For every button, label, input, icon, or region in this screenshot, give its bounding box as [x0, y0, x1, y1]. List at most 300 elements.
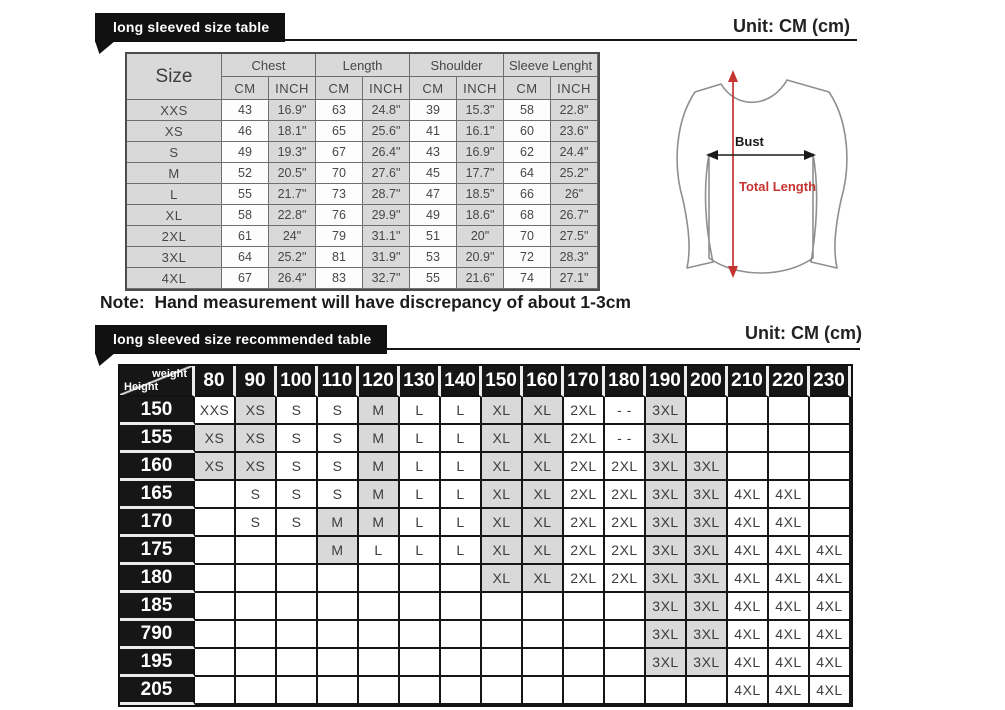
recommended-size-cell: XL [482, 397, 523, 425]
recommended-size-cell [687, 677, 728, 705]
weight-column-header: 210 [728, 366, 769, 397]
weight-column-header: 110 [318, 366, 359, 397]
recommended-size-cell [359, 649, 400, 677]
measurement-cell: 43 [222, 100, 269, 121]
recommended-size-cell: 4XL [810, 649, 851, 677]
unit-label-bottom: Unit: CM (cm) [745, 323, 862, 343]
recommended-size-cell: S [318, 397, 359, 425]
measurement-cell: 51 [410, 226, 457, 247]
measurement-cell: 18.1" [269, 121, 316, 142]
weight-column-header: 90 [236, 366, 277, 397]
recommended-size-cell [810, 425, 851, 453]
measurement-cell: 45 [410, 163, 457, 184]
recommended-size-cell: XS [195, 453, 236, 481]
tag-tail-icon [95, 41, 115, 54]
recommended-size-cell: 3XL [687, 481, 728, 509]
recommended-size-cell [195, 565, 236, 593]
size-table-tag-label: long sleeved size table [113, 19, 270, 35]
size-row [127, 268, 598, 289]
size-name-cell: 4XL [127, 268, 222, 289]
recommended-size-cell [277, 649, 318, 677]
measurement-cell: 52 [222, 163, 269, 184]
size-row [127, 142, 598, 163]
recommended-size-cell: XS [236, 453, 277, 481]
recommended-size-cell: XL [482, 425, 523, 453]
recommended-size-cell: S [277, 425, 318, 453]
size-name-cell: S [127, 142, 222, 163]
recommended-size-cell: L [359, 537, 400, 565]
recommended-size-cell: L [400, 453, 441, 481]
recommended-size-cell [523, 593, 564, 621]
recommended-size-cell: 4XL [728, 621, 769, 649]
size-name-cell: L [127, 184, 222, 205]
recommended-size-cell [564, 677, 605, 705]
size-name-cell: M [127, 163, 222, 184]
height-row [120, 425, 851, 453]
tag-tail-icon [95, 353, 115, 366]
recommended-size-cell: XL [482, 453, 523, 481]
height-row [120, 537, 851, 565]
recommended-size-cell: 2XL [605, 481, 646, 509]
size-row [127, 226, 598, 247]
recommended-size-cell [359, 593, 400, 621]
size-table-tag [95, 13, 285, 42]
recommended-size-cell [195, 509, 236, 537]
recommended-size-cell: 4XL [728, 509, 769, 537]
recommended-size-cell [728, 397, 769, 425]
recommended-size-cell: 4XL [810, 537, 851, 565]
measure-group-cell: Length [316, 54, 410, 77]
recommended-size-cell: 3XL [687, 453, 728, 481]
measurement-cell: 63 [316, 100, 363, 121]
measurement-cell: 15.3" [457, 100, 504, 121]
measurement-cell: 26" [551, 184, 598, 205]
recommended-size-cell: 4XL [769, 593, 810, 621]
recommended-size-cell: L [400, 481, 441, 509]
weight-corner-label: weight [152, 368, 187, 380]
measurement-cell: 21.6" [457, 268, 504, 289]
measurement-cell: 76 [316, 205, 363, 226]
measurement-cell: 27.5" [551, 226, 598, 247]
measurement-cell: 19.3" [269, 142, 316, 163]
size-row [127, 247, 598, 268]
unit-subheader-cell: INCH [457, 77, 504, 100]
recommended-size-cell: XL [523, 397, 564, 425]
recommended-size-cell [195, 593, 236, 621]
measurement-cell: 74 [504, 268, 551, 289]
recommended-size-cell [605, 621, 646, 649]
recommended-size-cell: XL [482, 537, 523, 565]
recommended-size-cell: 4XL [728, 565, 769, 593]
recommended-size-cell [482, 593, 523, 621]
recommended-size-cell [195, 537, 236, 565]
recommended-size-cell [523, 677, 564, 705]
size-table [125, 52, 600, 291]
recommended-size-cell [277, 565, 318, 593]
recommended-size-cell: S [277, 397, 318, 425]
recommended-size-cell [359, 621, 400, 649]
measurement-cell: 21.7" [269, 184, 316, 205]
height-row-header: 205 [120, 677, 195, 705]
bust-label: Bust [735, 134, 764, 149]
recommended-size-cell [810, 397, 851, 425]
height-row-header: 175 [120, 537, 195, 565]
recommended-size-cell: XL [482, 509, 523, 537]
recommended-size-cell: L [441, 509, 482, 537]
height-row-header: 790 [120, 621, 195, 649]
measurement-cell: 32.7" [363, 268, 410, 289]
recommended-size-cell: M [359, 397, 400, 425]
recommended-size-cell [564, 649, 605, 677]
size-row [127, 163, 598, 184]
unit-subheader-cell: CM [222, 77, 269, 100]
recommended-size-cell: 3XL [687, 537, 728, 565]
recommended-size-cell: 4XL [728, 677, 769, 705]
recommended-size-cell: 3XL [646, 397, 687, 425]
measurement-cell: 49 [222, 142, 269, 163]
recommended-size-cell: M [359, 425, 400, 453]
recommended-size-cell: 2XL [564, 481, 605, 509]
recommended-size-cell [236, 649, 277, 677]
measurement-cell: 67 [222, 268, 269, 289]
recommended-size-cell [605, 649, 646, 677]
recommended-size-cell [236, 565, 277, 593]
size-row [127, 100, 598, 121]
recommended-size-cell: L [441, 481, 482, 509]
recommended-size-cell: 3XL [646, 509, 687, 537]
measurement-cell: 72 [504, 247, 551, 268]
recommended-size-cell [400, 649, 441, 677]
recommended-size-cell: S [277, 481, 318, 509]
recommended-size-cell: S [236, 481, 277, 509]
height-row [120, 593, 851, 621]
measurement-cell: 27.1" [551, 268, 598, 289]
recommended-size-cell: S [318, 425, 359, 453]
weight-column-header: 170 [564, 366, 605, 397]
recommended-size-cell: L [400, 537, 441, 565]
weight-column-header: 150 [482, 366, 523, 397]
unit-subheader-cell: CM [410, 77, 457, 100]
recommended-size-cell: 3XL [646, 649, 687, 677]
recommended-size-cell: L [441, 425, 482, 453]
recommended-size-cell [318, 677, 359, 705]
recommended-size-cell: S [318, 481, 359, 509]
weight-column-header: 220 [769, 366, 810, 397]
recommended-size-cell [728, 425, 769, 453]
recommended-size-cell: 3XL [687, 649, 728, 677]
recommended-size-cell [400, 565, 441, 593]
recommended-size-cell: 4XL [810, 677, 851, 705]
size-row [127, 184, 598, 205]
height-row [120, 481, 851, 509]
recommended-size-cell: - - [605, 397, 646, 425]
recommended-size-cell: 3XL [646, 593, 687, 621]
recommended-size-cell [318, 565, 359, 593]
recommended-size-cell [482, 677, 523, 705]
measurement-cell: 60 [504, 121, 551, 142]
recommended-size-cell: XL [523, 453, 564, 481]
height-row-header: 185 [120, 593, 195, 621]
recommended-size-cell [441, 593, 482, 621]
measurement-cell: 79 [316, 226, 363, 247]
measurement-cell: 55 [410, 268, 457, 289]
measurement-cell: 16.1" [457, 121, 504, 142]
recommended-size-cell [318, 593, 359, 621]
recommended-table-tag [95, 325, 387, 354]
weight-column-header: 190 [646, 366, 687, 397]
measurement-cell: 24" [269, 226, 316, 247]
recommended-size-cell [728, 453, 769, 481]
recommended-size-cell: 2XL [564, 537, 605, 565]
recommended-size-cell: 4XL [769, 565, 810, 593]
weight-column-header: 130 [400, 366, 441, 397]
weight-column-header: 200 [687, 366, 728, 397]
recommended-size-cell: 2XL [564, 453, 605, 481]
recommended-size-cell: M [359, 481, 400, 509]
recommended-size-cell: XS [236, 425, 277, 453]
recommended-size-cell [441, 677, 482, 705]
height-row-header: 150 [120, 397, 195, 425]
recommended-size-cell: XL [482, 565, 523, 593]
recommended-table [118, 364, 853, 707]
recommended-size-cell [523, 649, 564, 677]
recommended-size-cell: 4XL [728, 537, 769, 565]
measurement-note: Note: Hand measurement will have discrepancy of about 1-3cm [100, 292, 631, 312]
weight-column-header: 180 [605, 366, 646, 397]
recommended-size-cell [441, 565, 482, 593]
measurement-cell: 53 [410, 247, 457, 268]
recommended-table-head [120, 366, 851, 397]
measurement-cell: 66 [504, 184, 551, 205]
weight-column-header: 80 [195, 366, 236, 397]
recommended-size-cell: 3XL [687, 565, 728, 593]
recommended-size-cell: S [318, 453, 359, 481]
recommended-size-cell [359, 677, 400, 705]
measurement-cell: 46 [222, 121, 269, 142]
measurement-cell: 18.6" [457, 205, 504, 226]
measurement-cell: 39 [410, 100, 457, 121]
height-row-header: 195 [120, 649, 195, 677]
measure-group-cell: Chest [222, 54, 316, 77]
measurement-cell: 28.3" [551, 247, 598, 268]
measurement-cell: 64 [222, 247, 269, 268]
recommended-size-cell [277, 677, 318, 705]
size-name-cell: 3XL [127, 247, 222, 268]
recommended-size-cell: 3XL [687, 509, 728, 537]
measurement-cell: 47 [410, 184, 457, 205]
recommended-size-cell: 3XL [646, 425, 687, 453]
measurement-cell: 49 [410, 205, 457, 226]
recommended-size-cell [236, 593, 277, 621]
measurement-cell: 22.8" [269, 205, 316, 226]
recommended-size-cell: L [400, 397, 441, 425]
height-row-header: 155 [120, 425, 195, 453]
recommended-size-cell [769, 397, 810, 425]
measurement-cell: 24.8" [363, 100, 410, 121]
height-row [120, 509, 851, 537]
measurement-cell: 25.2" [551, 163, 598, 184]
height-row [120, 621, 851, 649]
height-weight-corner-cell [120, 366, 195, 397]
height-row [120, 677, 851, 705]
measurement-cell: 61 [222, 226, 269, 247]
weight-column-header: 120 [359, 366, 400, 397]
measurement-cell: 41 [410, 121, 457, 142]
measurement-cell: 20.9" [457, 247, 504, 268]
recommended-size-cell [810, 481, 851, 509]
recommended-size-cell: 2XL [564, 565, 605, 593]
height-row-header: 180 [120, 565, 195, 593]
recommended-size-cell: - - [605, 425, 646, 453]
recommended-table-body [120, 397, 851, 705]
recommended-size-cell [195, 621, 236, 649]
recommended-size-cell [400, 593, 441, 621]
recommended-size-cell: XL [523, 537, 564, 565]
recommended-size-cell [687, 397, 728, 425]
recommended-size-cell [482, 621, 523, 649]
recommended-size-cell: L [441, 397, 482, 425]
size-table-head [127, 54, 598, 100]
measurement-cell: 55 [222, 184, 269, 205]
weight-column-header: 230 [810, 366, 851, 397]
recommended-size-cell [605, 593, 646, 621]
height-row [120, 397, 851, 425]
recommended-size-cell: M [318, 537, 359, 565]
measurement-cell: 16.9" [269, 100, 316, 121]
recommended-size-cell: 4XL [728, 649, 769, 677]
recommended-size-cell: XL [523, 425, 564, 453]
recommended-size-cell: L [400, 425, 441, 453]
measurement-cell: 68 [504, 205, 551, 226]
measurement-cell: 22.8" [551, 100, 598, 121]
measurement-cell: 20.5" [269, 163, 316, 184]
size-table-body [127, 100, 598, 289]
recommended-size-cell [195, 677, 236, 705]
recommended-size-cell: 3XL [687, 593, 728, 621]
size-name-cell: XXS [127, 100, 222, 121]
size-name-cell: 2XL [127, 226, 222, 247]
recommended-size-cell [441, 621, 482, 649]
height-row [120, 649, 851, 677]
recommended-size-cell [195, 481, 236, 509]
measurement-cell: 58 [222, 205, 269, 226]
measurement-cell: 83 [316, 268, 363, 289]
measurement-cell: 29.9" [363, 205, 410, 226]
recommended-size-cell: S [277, 453, 318, 481]
unit-subheader-cell: CM [316, 77, 363, 100]
recommended-size-cell: 2XL [564, 397, 605, 425]
measurement-cell: 43 [410, 142, 457, 163]
height-corner-label: Height [124, 381, 159, 393]
measurement-cell: 20" [457, 226, 504, 247]
recommended-size-cell [236, 677, 277, 705]
measurement-cell: 18.5" [457, 184, 504, 205]
recommended-size-cell: L [400, 509, 441, 537]
measurement-cell: 67 [316, 142, 363, 163]
measurement-cell: 73 [316, 184, 363, 205]
height-row-header: 165 [120, 481, 195, 509]
unit-label-top: Unit: CM (cm) [733, 16, 850, 36]
size-row [127, 121, 598, 142]
height-row [120, 565, 851, 593]
recommended-size-cell: 3XL [646, 537, 687, 565]
size-row [127, 205, 598, 226]
recommended-size-cell [564, 621, 605, 649]
height-row-header: 160 [120, 453, 195, 481]
measurement-cell: 65 [316, 121, 363, 142]
recommended-size-cell [564, 593, 605, 621]
recommended-size-cell: 4XL [810, 621, 851, 649]
recommended-size-cell [810, 509, 851, 537]
recommended-size-cell [236, 537, 277, 565]
recommended-size-cell [318, 621, 359, 649]
measurement-cell: 25.6" [363, 121, 410, 142]
recommended-size-cell: XL [523, 481, 564, 509]
measurement-cell: 31.9" [363, 247, 410, 268]
recommended-size-cell [523, 621, 564, 649]
weight-header-row [120, 366, 851, 397]
shirt-outline [677, 80, 847, 273]
recommended-size-cell [769, 453, 810, 481]
recommended-size-cell [769, 425, 810, 453]
recommended-size-cell: L [441, 453, 482, 481]
recommended-size-cell [441, 649, 482, 677]
recommended-size-cell: 2XL [564, 425, 605, 453]
recommended-size-cell [646, 677, 687, 705]
measurement-cell: 81 [316, 247, 363, 268]
recommended-size-cell: 4XL [769, 621, 810, 649]
recommended-size-cell: S [236, 509, 277, 537]
recommended-size-cell: L [441, 537, 482, 565]
measurement-cell: 70 [504, 226, 551, 247]
recommended-size-cell [482, 649, 523, 677]
measurement-cell: 28.7" [363, 184, 410, 205]
shirt-measurement-diagram [635, 48, 1005, 298]
recommended-table-tag-label: long sleeved size recommended table [113, 331, 372, 347]
unit-subheader-cell: CM [504, 77, 551, 100]
recommended-size-cell [277, 537, 318, 565]
weight-column-header: 140 [441, 366, 482, 397]
recommended-size-cell: 4XL [769, 537, 810, 565]
measure-group-cell: Sleeve Lenght [504, 54, 598, 77]
size-header-cell: Size [127, 54, 222, 100]
recommended-size-cell [400, 677, 441, 705]
weight-column-header: 100 [277, 366, 318, 397]
measurement-cell: 58 [504, 100, 551, 121]
measurement-cell: 17.7" [457, 163, 504, 184]
recommended-size-cell: 2XL [605, 509, 646, 537]
unit-subheader-cell: INCH [269, 77, 316, 100]
recommended-size-cell: 4XL [769, 481, 810, 509]
recommended-size-cell: 3XL [646, 565, 687, 593]
measurement-cell: 70 [316, 163, 363, 184]
recommended-size-cell [605, 677, 646, 705]
measurement-cell: 64 [504, 163, 551, 184]
recommended-size-cell: 4XL [728, 593, 769, 621]
recommended-size-cell [359, 565, 400, 593]
unit-subheader-cell: INCH [551, 77, 598, 100]
measurement-cell: 26.4" [269, 268, 316, 289]
recommended-size-cell: 2XL [564, 509, 605, 537]
measurement-cell: 26.7" [551, 205, 598, 226]
recommended-size-cell [195, 649, 236, 677]
recommended-size-cell: 2XL [605, 453, 646, 481]
measurement-cell: 27.6" [363, 163, 410, 184]
recommended-size-cell: XL [523, 509, 564, 537]
recommended-size-cell [277, 621, 318, 649]
recommended-size-cell: 4XL [769, 677, 810, 705]
recommended-size-cell: XS [195, 425, 236, 453]
